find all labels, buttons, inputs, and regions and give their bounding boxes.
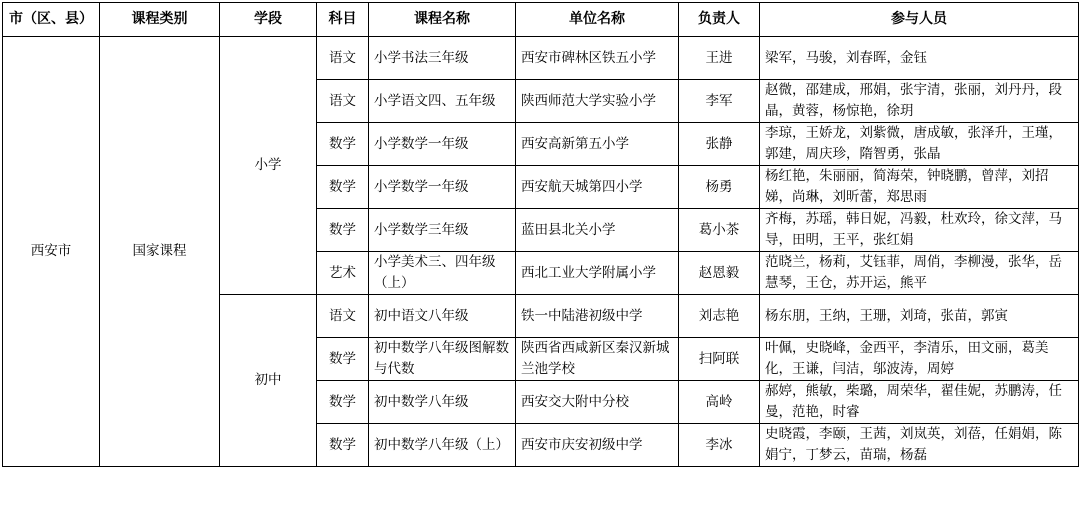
course-cell: 初中语文八年级 — [369, 295, 516, 338]
unit-cell: 西安航天城第四小学 — [516, 166, 679, 209]
course-cell: 初中数学八年级图解数与代数 — [369, 338, 516, 381]
members-cell: 齐梅，苏瑶，韩日妮，冯毅，杜欢玲，徐文萍，马导，田明，王平，张红娟 — [760, 209, 1079, 252]
members-cell: 李琼，王娇龙，刘紫微，唐成敏，张泽升，王瑾，郭建，周庆珍，隋智勇，张晶 — [760, 123, 1079, 166]
subject-cell: 数学 — [317, 338, 369, 381]
leader-cell: 张静 — [679, 123, 760, 166]
header-course: 课程名称 — [369, 3, 516, 37]
subject-cell: 数学 — [317, 209, 369, 252]
course-cell: 小学美术三、四年级（上） — [369, 252, 516, 295]
header-stage: 学段 — [220, 3, 317, 37]
leader-cell: 王进 — [679, 37, 760, 80]
course-cell: 小学数学一年级 — [369, 123, 516, 166]
unit-cell: 西安高新第五小学 — [516, 123, 679, 166]
city-cell: 西安市 — [3, 37, 100, 467]
header-leader: 负责人 — [679, 3, 760, 37]
unit-cell: 陕西省西咸新区秦汉新城兰池学校 — [516, 338, 679, 381]
leader-cell: 李军 — [679, 80, 760, 123]
header-row — [3, 3, 1079, 37]
subject-cell: 数学 — [317, 381, 369, 424]
unit-cell: 铁一中陆港初级中学 — [516, 295, 679, 338]
course-cell: 初中数学八年级（上） — [369, 424, 516, 467]
header-category: 课程类别 — [100, 3, 220, 37]
leader-cell: 葛小茶 — [679, 209, 760, 252]
leader-cell: 刘志艳 — [679, 295, 760, 338]
members-cell: 叶佩，史晓峰，金西平，李清乐，田文丽，葛美化，王谦，闫洁，邬波涛，周婷 — [760, 338, 1079, 381]
unit-cell: 西安交大附中分校 — [516, 381, 679, 424]
header-unit: 单位名称 — [516, 3, 679, 37]
header-subject: 科目 — [317, 3, 369, 37]
course-cell: 初中数学八年级 — [369, 381, 516, 424]
members-cell: 梁军，马骏，刘春晖，金钰 — [760, 37, 1079, 80]
leader-cell: 李冰 — [679, 424, 760, 467]
stage-cell: 初中 — [220, 295, 317, 467]
header-members: 参与人员 — [760, 3, 1079, 37]
category-cell: 国家课程 — [100, 37, 220, 467]
leader-cell: 高岭 — [679, 381, 760, 424]
course-cell: 小学语文四、五年级 — [369, 80, 516, 123]
subject-cell: 语文 — [317, 295, 369, 338]
members-cell: 郝婷，熊敏，柴璐，周荣华，翟佳妮，苏鹏涛，任曼，范艳，时睿 — [760, 381, 1079, 424]
subject-cell: 数学 — [317, 166, 369, 209]
members-cell: 史晓霞，李颐，王茜，刘岚英，刘蓓，任娟娟，陈娟宁，丁梦云，苗瑞，杨磊 — [760, 424, 1079, 467]
members-cell: 杨东朋，王纳，王珊，刘琦，张苗，郭寅 — [760, 295, 1079, 338]
unit-cell: 蓝田县北关小学 — [516, 209, 679, 252]
subject-cell: 数学 — [317, 424, 369, 467]
course-cell: 小学书法三年级 — [369, 37, 516, 80]
subject-cell: 语文 — [317, 37, 369, 80]
header-city: 市（区、县） — [3, 3, 100, 37]
unit-cell: 西安市碑林区铁五小学 — [516, 37, 679, 80]
leader-cell: 杨勇 — [679, 166, 760, 209]
table-row — [3, 37, 1079, 80]
unit-cell: 西北工业大学附属小学 — [516, 252, 679, 295]
members-cell: 杨红艳，朱丽丽，简海荣，钟晓鹏，曾萍，刘招娣，尚琳，刘昕蕾，郑思雨 — [760, 166, 1079, 209]
members-cell: 范晓兰，杨莉，艾钰菲，周俏，李柳漫，张华，岳慧琴，王仓，苏开运，熊平 — [760, 252, 1079, 295]
course-cell: 小学数学一年级 — [369, 166, 516, 209]
course-cell: 小学数学三年级 — [369, 209, 516, 252]
course-table — [2, 2, 1079, 467]
unit-cell: 陕西师范大学实验小学 — [516, 80, 679, 123]
stage-cell: 小学 — [220, 37, 317, 295]
members-cell: 赵微，邵建成，邢娟，张宇清，张丽，刘丹丹，段晶，黄蓉，杨惊艳，徐玥 — [760, 80, 1079, 123]
subject-cell: 艺术 — [317, 252, 369, 295]
subject-cell: 数学 — [317, 123, 369, 166]
subject-cell: 语文 — [317, 80, 369, 123]
leader-cell: 扫阿联 — [679, 338, 760, 381]
leader-cell: 赵恩毅 — [679, 252, 760, 295]
unit-cell: 西安市庆安初级中学 — [516, 424, 679, 467]
